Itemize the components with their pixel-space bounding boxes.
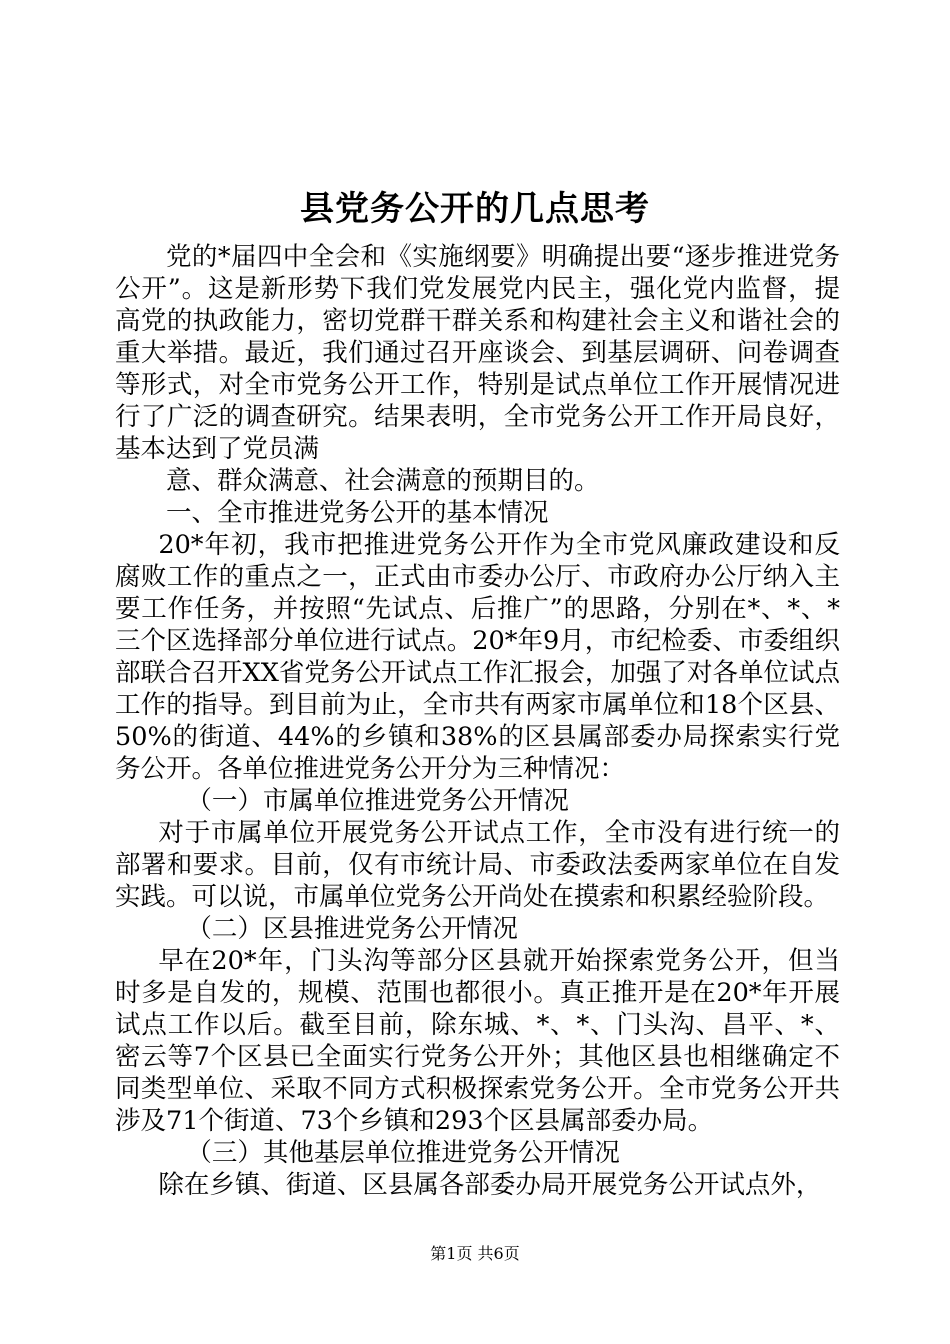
- paragraph-other-units: 除在乡镇、街道、区县属各部委办局开展党务公开试点外，: [158, 1170, 822, 1200]
- document-title: 县党务公开的几点思考: [300, 189, 650, 229]
- paragraph-districts: 早在20*年，门头沟等部分区县就开始探索党务公开，但当时多是自发的，规模、范围也都很小。真正推开是在20*年开展试点工作以后。截至目前，除东城、*、*、门头沟、昌平、*、密云等7个区县已全面实行党务公开外；其他区县也相继确定不同类型单位、采取不同方式积极探索党务公开。全市党务公开共涉及71个街道、73个乡镇和293个区县属部委办局。: [115, 946, 840, 1136]
- subsection-heading-2: （二）区县推进党务公开情况: [186, 914, 518, 944]
- document-body: [115, 241, 840, 1201]
- paragraph-intro-continued: 意、群众满意、社会满意的预期目的。: [166, 466, 600, 496]
- paragraph-city-units: 对于市属单位开展党务公开试点工作，全市没有进行统一的部署和要求。目前，仅有市统计局、市委政法委两家单位在自发实践。可以说，市属单位党务公开尚处在摸索和积累经验阶段。: [115, 818, 840, 912]
- page-footer: 第1页 共6页: [430, 1244, 520, 1263]
- section-heading-1: 一、全市推进党务公开的基本情况: [166, 498, 549, 528]
- paragraph-intro: 党的*届四中全会和《实施纲要》明确提出要“逐步推进党务公开”。这是新形势下我们党发展党内民主，强化党内监督，提高党的执政能力，密切党群干群关系和构建社会主义和谐社会的重大举措。最近，我们通过召开座谈会、到基层调研、问卷调查等形式，对全市党务公开工作，特别是试点单位工作开展情况进行了广泛的调查研究。结果表明，全市党务公开工作开局良好，基本达到了党员满: [115, 242, 840, 464]
- subsection-heading-3: （三）其他基层单位推进党务公开情况: [186, 1138, 620, 1168]
- paragraph-basic-situation: 20*年初，我市把推进党务公开作为全市党风廉政建设和反腐败工作的重点之一，正式由市委办公厅、市政府办公厅纳入主要工作任务，并按照“先试点、后推广”的思路，分别在*、*、*三个区选择部分单位进行试点。20*年9月，市纪检委、市委组织部联合召开XX省党务公开试点工作汇报会，加强了对各单位试点工作的指导。到目前为止，全市共有两家市属单位和18个区县、50%的街道、44%的乡镇和38%的区县属部委办局探索实行党务公开。各单位推进党务公开分为三种情况：: [115, 530, 840, 784]
- subsection-heading-1: （一）市属单位推进党务公开情况: [186, 786, 569, 816]
